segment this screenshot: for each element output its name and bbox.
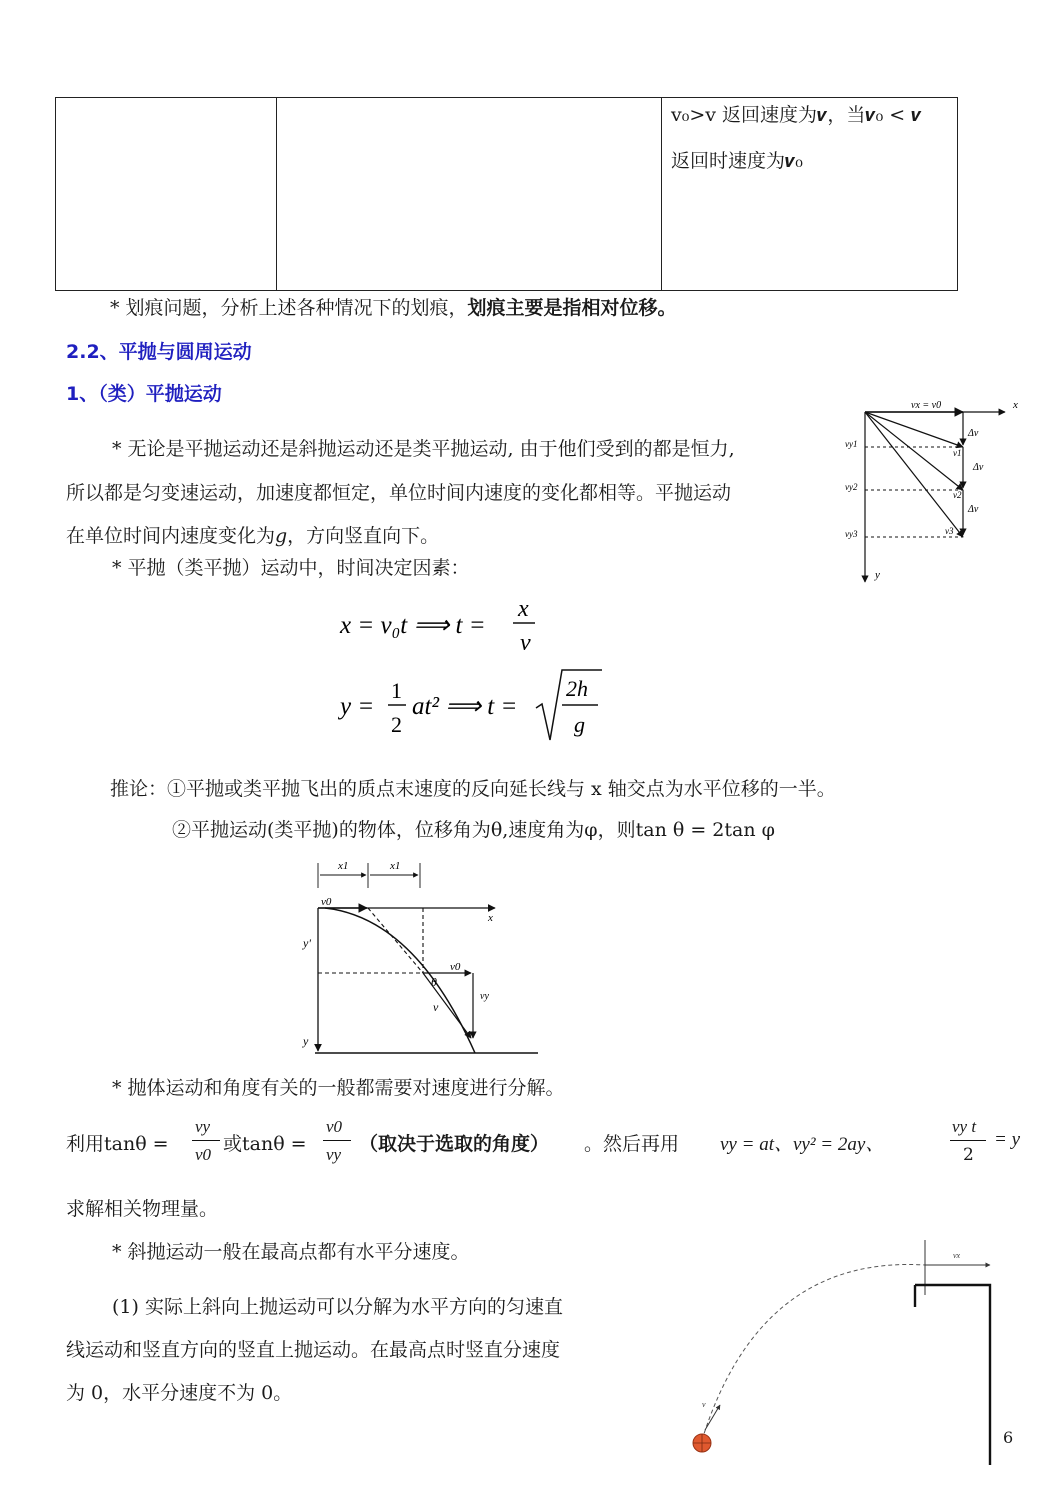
fig1-v2: v2 (953, 490, 962, 500)
fig1-dv: Δv (968, 428, 979, 439)
fig1-v3: v3 (945, 526, 954, 536)
equations (330, 590, 630, 750)
note-scratch (110, 293, 677, 320)
fig2-y-prime-label: y' (303, 936, 311, 950)
fraction-bar (192, 1140, 220, 1141)
table (55, 97, 958, 291)
fig2-x-label: x (488, 912, 493, 924)
eq1-den: v (520, 630, 531, 656)
table-cell-line: v₀>v 返回速度为𝒗，当𝒗₀ < 𝒗 (671, 104, 922, 126)
fig1-dv: Δv (973, 462, 984, 473)
table-cell-text (671, 92, 922, 184)
para4-bold: （取决于选取的角度） (359, 1133, 550, 1155)
fraction-bar (323, 1140, 351, 1141)
fraction-bar (950, 1140, 986, 1141)
eq2-lhs: y = (340, 693, 375, 720)
para6-line1: (1) 实际上斜向上抛运动可以分解为水平方向的匀速直 (112, 1296, 563, 1318)
figure-basketball (680, 1235, 1000, 1470)
fig2-vy-label: vy (480, 991, 489, 1002)
fig1-x-label: x (1013, 399, 1018, 411)
fig1-vy1: vy1 (845, 439, 858, 449)
eq2-half-num: 1 (391, 678, 402, 703)
fig2-v0-label: v0 (321, 896, 332, 908)
para4-prefix: 利用tanθ = (66, 1133, 169, 1155)
note-text: * 划痕问题，分析上述各种情况下的划痕， (110, 297, 468, 319)
para6-line2: 线运动和竖直方向的竖直上抛运动。在最高点时竖直分速度 (66, 1339, 561, 1361)
table-cell-line: 返回时速度为𝒗₀ (671, 150, 803, 172)
eq2-mid: at² ⟹ t = (412, 693, 518, 720)
table-divider (661, 98, 662, 290)
corollary-line1: 推论：①平抛或类平抛飞出的质点末速度的反向延长线与 x 轴交点为水平位移的一半。 (110, 778, 836, 800)
fig1-dv: Δv (968, 504, 979, 515)
para4-frac1-den: v0 (195, 1145, 212, 1164)
para1-line1: * 无论是平抛运动还是斜抛运动还是类平抛运动, 由于他们受到的都是恒力, (112, 438, 735, 460)
fig3-v-label: v (702, 1400, 706, 1409)
para4-frac3-num: vy t (952, 1117, 977, 1136)
para4-or: 或tanθ = (223, 1133, 307, 1155)
table-divider (276, 98, 277, 290)
para4-line2: 求解相关物理量。 (66, 1198, 219, 1220)
fig1-top-label: vx = v0 (911, 400, 942, 411)
para4-then: 。然后再用 (584, 1133, 680, 1155)
page-number: 6 (1003, 1428, 1014, 1447)
para4-frac2-num: v0 (326, 1117, 343, 1136)
fig1-vy3: vy3 (845, 529, 858, 539)
para5: * 斜抛运动一般在最高点都有水平分速度。 (112, 1241, 470, 1263)
eq2-half-den: 2 (391, 712, 402, 737)
fig1-v1: v1 (953, 448, 962, 458)
eq1-num: x (518, 596, 529, 622)
para1-line2: 所以都是匀变速运动，加速度都恒定，单位时间内速度的变化都相等。平抛运动 (66, 482, 732, 504)
para4-frac1-num: vy (195, 1117, 211, 1136)
figure-projectile-angles (295, 853, 545, 1073)
para4-frac3-den: 2 (963, 1145, 974, 1165)
fig1-vy2: vy2 (845, 482, 858, 492)
fig2-x1-label: x1 (390, 860, 401, 872)
section-heading: 2.2、平抛与圆周运动 (66, 341, 252, 363)
para2: * 平抛（类平抛）运动中，时间决定因素： (112, 557, 470, 579)
figure-velocity-change (835, 392, 1035, 592)
sub-heading: 1、（类）平抛运动 (66, 383, 222, 405)
fig2-y-label: y (303, 1034, 309, 1048)
corollary-line2: ②平抛运动(类平抛)的物体，位移角为θ,速度角为φ，则tan θ = 2tan φ (172, 819, 775, 841)
note-bold-text: 划痕主要是指相对位移。 (467, 297, 677, 319)
para4-eqs: vy = at、vy² = 2ay、 (720, 1134, 885, 1155)
fig2-v-label: v (433, 1000, 439, 1014)
fig2-theta-label: θ (431, 975, 437, 989)
para3: * 抛体运动和角度有关的一般都需要对速度进行分解。 (112, 1077, 565, 1099)
para6-line3: 为 0，水平分速度不为 0。 (66, 1382, 293, 1404)
para4-eq-tail: = y (994, 1129, 1021, 1150)
eq2-den: g (574, 712, 585, 737)
para4 (66, 1115, 1056, 1171)
para4-frac2-den: vy (326, 1145, 342, 1164)
fig2-x1-label: x1 (338, 860, 349, 872)
fig1-y-label: y (875, 569, 880, 581)
eq1-lhs: x = v₀t ⟹ t = (340, 612, 486, 639)
para1-line3: 在单位时间内速度变化为𝑔，方向竖直向下。 (66, 525, 440, 547)
fig2-v0-label: v0 (450, 961, 461, 973)
eq2-num: 2h (566, 676, 588, 701)
fig3-vx-label: vx (953, 1251, 961, 1260)
